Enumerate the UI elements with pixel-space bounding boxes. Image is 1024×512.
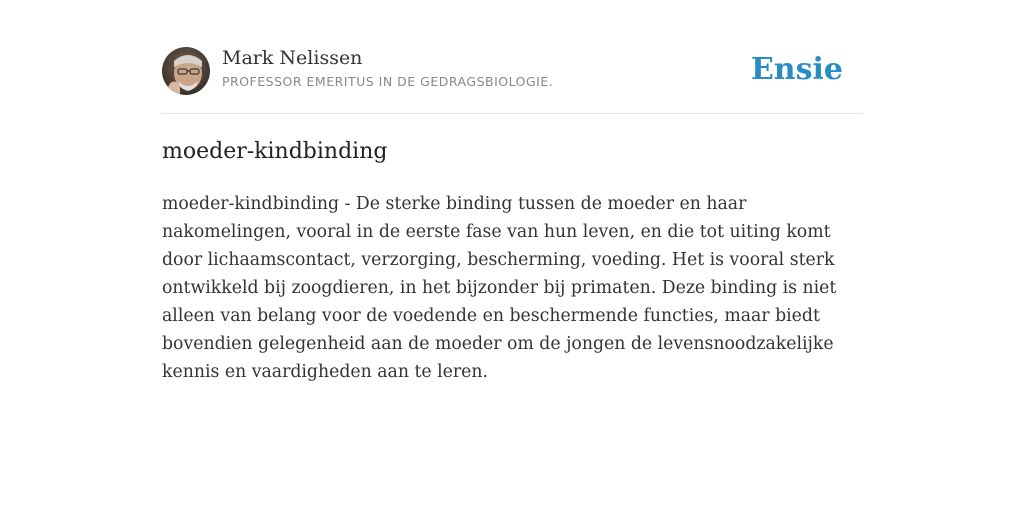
- entry-title: moeder-kindbinding: [162, 139, 388, 164]
- portrait-icon: [162, 47, 210, 95]
- author-avatar[interactable]: [162, 47, 210, 95]
- author-title: PROFESSOR EMERITUS IN DE GEDRAGSBIOLOGIE.: [222, 74, 554, 89]
- entry-definition: moeder-kindbinding - De sterke binding tussen de moeder en haar nakomelingen, vooral in de eerste fase van hun leven, en die tot uiting komt door lichaamscontact, verzorging, bescherming, voeding. Het is vooral sterk ontwikkeld bij zoogdieren, in het bijzonder bij primaten. Deze binding is niet alleen van belang voor de voedende en beschermende functies, maar biedt bovendien gelegenheid aan de moeder om de jongen de levensnoodzakelijke kennis en vaardigheden aan te leren.: [162, 194, 837, 382]
- ensie-logo[interactable]: Ensie: [750, 52, 843, 87]
- author-name[interactable]: Mark Nelissen: [222, 47, 363, 69]
- author-header: [162, 46, 862, 114]
